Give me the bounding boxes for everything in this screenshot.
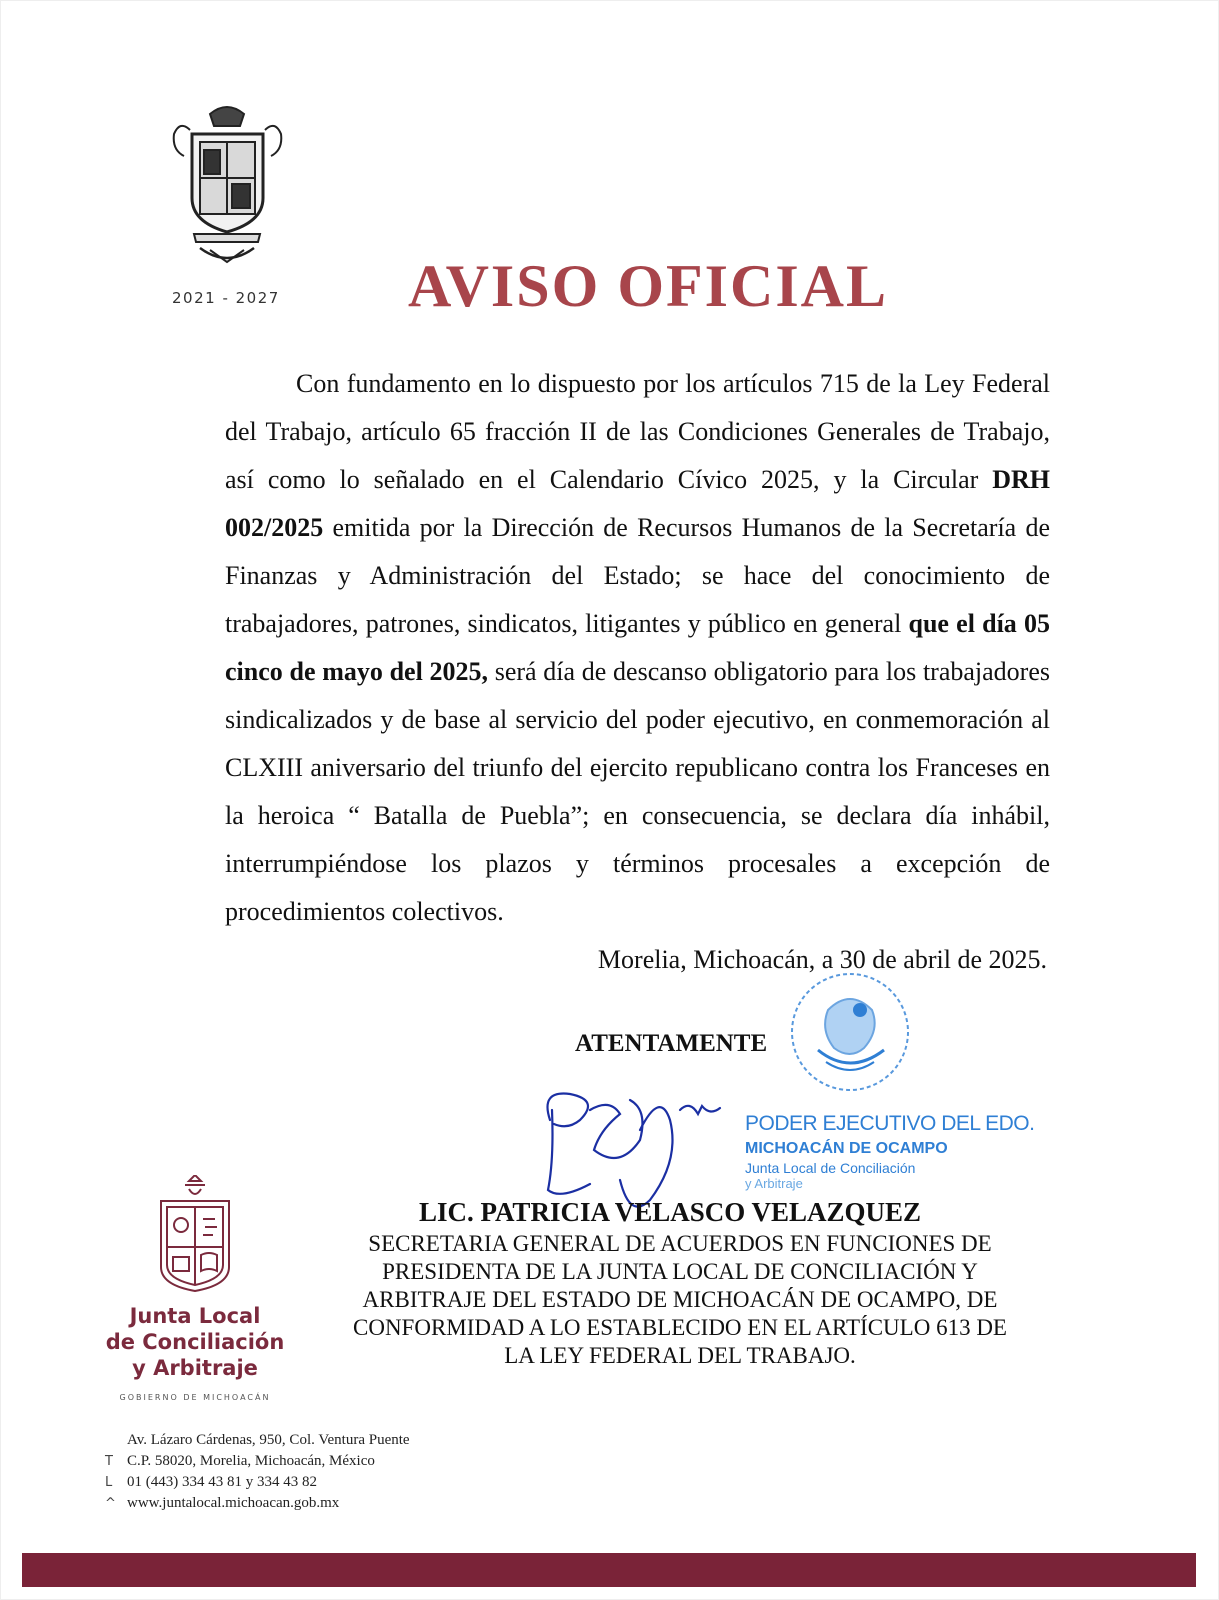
rest-day-date: que el día 05 cinco de mayo del 2025,	[225, 609, 1050, 686]
notice-text-2: emitida por la Dirección de Recursos Humanos de la Secretaría de Finanzas y Administración del Estado; se hace del conocimiento de trabajadores, patrones, sindicatos, litigantes y público en general	[225, 513, 1050, 638]
michoacan-coat-of-arms-icon	[170, 100, 285, 270]
notice-paragraph	[225, 360, 1050, 936]
phone-text: 01 (443) 334 43 81 y 334 43 82	[127, 1474, 317, 1490]
notice-body	[225, 360, 1050, 936]
signer-role-line: PRESIDENTA DE LA JUNTA LOCAL DE CONCILIACIÓN Y	[382, 1259, 978, 1284]
institution-name-line: de Conciliación	[105, 1330, 285, 1354]
stamp-line: Junta Local de Conciliación	[745, 1160, 916, 1176]
signer-role-line: SECRETARIA GENERAL DE ACUERDOS EN FUNCIONES DE	[368, 1231, 992, 1256]
phone-marker: L	[105, 1475, 113, 1490]
signer-name: LIC. PATRICIA VELASCO VELAZQUEZ	[418, 1197, 922, 1227]
government-label: GOBIERNO DE MICHOACÁN	[119, 1393, 271, 1402]
signer-role-line: CONFORMIDAD A LO ESTABLECIDO EN EL ARTÍCULO 613 DE	[353, 1315, 1007, 1340]
phone-row	[105, 1472, 410, 1493]
circular-reference: DRH 002/2025	[225, 465, 1050, 542]
city-marker: T	[105, 1454, 113, 1469]
signer-role-line: LA LEY FEDERAL DEL TRABAJO.	[504, 1343, 856, 1368]
footer-band	[22, 1553, 1196, 1587]
page-title: AVISO OFICIAL	[408, 253, 889, 319]
signer-role-line: ARBITRAJE DEL ESTADO DE MICHOACÁN DE OCAMPO, DE	[362, 1287, 998, 1312]
stamp-line: y Arbitraje	[745, 1176, 803, 1191]
notice-text-3: será día de descanso obligatorio para los trabajadores sindicalizados y de base al servicio del poder ejecutivo, en conmemoración al CLXIII aniversario del triunfo del ejercito republicano contra los Franceses en la heroica “ Batalla de Puebla”; en consecuencia, se declara día inhábil, interrumpiéndose los plazos y términos procesales a excepción de procedimientos colectivos.	[225, 657, 1050, 926]
junta-local-shield-icon	[155, 1175, 235, 1295]
institution-name-line: y Arbitraje	[132, 1356, 258, 1380]
website-link[interactable]: www.juntalocal.michoacan.gob.mx	[127, 1495, 340, 1511]
administration-years: 2021 - 2027	[172, 289, 280, 307]
institution-name	[100, 1303, 290, 1381]
stamp-text	[745, 1112, 1034, 1191]
institution-name-line: Junta Local	[129, 1304, 261, 1328]
address-text: Av. Lázaro Cárdenas, 950, Col. Ventura Puente	[127, 1432, 410, 1448]
contact-block	[105, 1430, 410, 1514]
city-text: C.P. 58020, Morelia, Michoacán, México	[127, 1453, 375, 1469]
city-row	[105, 1451, 410, 1472]
address-row	[105, 1430, 410, 1451]
notice-text-1: Con fundamento en lo dispuesto por los artículos 715 de la Ley Federal del Trabajo, artículo 65 fracción II de las Condiciones Generales de Trabajo, así como lo señalado en el Calendario Cívico 2025, y la Circular	[225, 369, 1050, 494]
stamp-line: PODER EJECUTIVO DEL EDO.	[745, 1112, 1035, 1135]
mexican-eagle-seal-icon	[768, 970, 928, 1100]
web-marker: ^	[105, 1496, 116, 1511]
place-and-date: Morelia, Michoacán, a 30 de abril de 2025.	[597, 945, 1047, 974]
closing-word: ATENTAMENTE	[575, 1030, 768, 1057]
signer-role	[330, 1230, 1030, 1370]
stamp-line: MICHOACÁN DE OCAMPO	[745, 1140, 948, 1157]
web-row	[105, 1493, 410, 1514]
